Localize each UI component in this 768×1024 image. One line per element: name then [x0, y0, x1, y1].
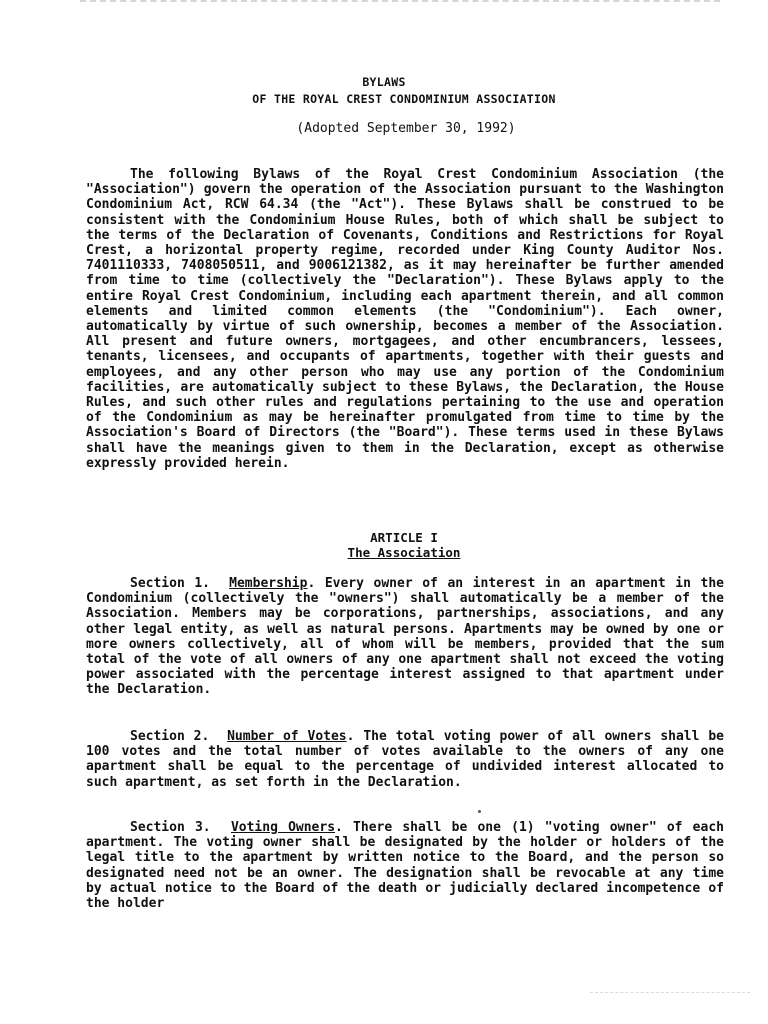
- section-2-label: Section 2.: [130, 729, 210, 744]
- scan-artifact-bottom: [590, 992, 750, 997]
- section-1-label: Section 1.: [130, 576, 211, 591]
- intro-paragraph: [86, 167, 724, 471]
- scan-speck: [478, 810, 481, 813]
- article-name: The Association: [347, 545, 461, 560]
- section-3-heading: Voting Owners: [230, 820, 336, 835]
- section-1-heading: Membership: [229, 576, 308, 591]
- section-2-body: . The total voting power of all owners shall be 100 votes and the total number of votes available to the owners of any one apartment shall be equal to the percentage of undivided interest allocated to such apartment, as set forth in the Declaration.: [86, 729, 724, 790]
- section-1-body: . Every owner of an interest in an apartment in the Condominium (collectively the "owners") shall automatically be a member of the Association. Members may be corporations, partnerships, associations, and any other legal entity, as well as natural persons. Apartments may be owned by one or more owners collectively, all of whom will be members, provided that the sum total of the vote of all owners of any one apartment shall not exceed the voting power associated with the percentage interest assigned to that apartment under the Declaration.: [86, 576, 724, 698]
- section-3-label: Section 3.: [130, 820, 211, 835]
- document-title: BYLAWS: [362, 75, 406, 89]
- section-3-body: . There shall be one (1) "voting owner" of each apartment. The voting owner shall be designated by the holder or holders of the legal title to the apartment by written notice to the Board, and the person so designated need not be an owner. The designation shall be revocable at any time by actual notice to the Board of the death or judicially declared incompetence of the holder: [86, 820, 724, 912]
- section-1-paragraph: [86, 576, 724, 698]
- scan-artifact-top: [80, 0, 720, 8]
- intro-text: The following Bylaws of the Royal Crest Condominium Association (the "Association") govern the operation of the Association pursuant to the Washington Condominium Act, RCW 64.34 (the "Act"). These Bylaws shall be construed to be consistent with the Condominium House Rules, both of which shall be subject to the terms of the Declaration of Covenants, Conditions and Restrictions for Royal Crest, a horizontal property regime, recorded under King County Auditor Nos. 7401110333, 7408050511, and 9006121382, as it may hereinafter be further amended from time to time (collectively the "Declaration"). These Bylaws apply to the entire Royal Crest Condominium, including each apartment therein, and all common elements and limited common elements (the "Condominium"). Each owner, automatically by virtue of such ownership, becomes a member of the Association. All present and future owners, mortgagees, and other encumbrancers, lessees, tenants, licensees, and occupants of apartments, together with their guests and employees, and any other person who may use any portion of the Condominium facilities, are automatically subject to these Bylaws, the Declaration, the House Rules, and such other rules and regulations pertaining to the use and operation of the Condominium as may be hereinafter promulgated from time to time by the Association's Board of Directors (the "Board"). These terms used in these Bylaws shall have the meanings given to them in the Declaration, except as otherwise expressly provided herein.: [86, 167, 724, 471]
- document-subtitle: OF THE ROYAL CREST CONDOMINIUM ASSOCIATION: [252, 92, 556, 106]
- section-3-paragraph: [86, 820, 724, 911]
- adoption-date: (Adopted September 30, 1992): [296, 121, 516, 136]
- article-number: ARTICLE I: [370, 530, 438, 545]
- section-2-paragraph: [86, 729, 724, 790]
- section-2-heading: Number of Votes: [227, 729, 347, 744]
